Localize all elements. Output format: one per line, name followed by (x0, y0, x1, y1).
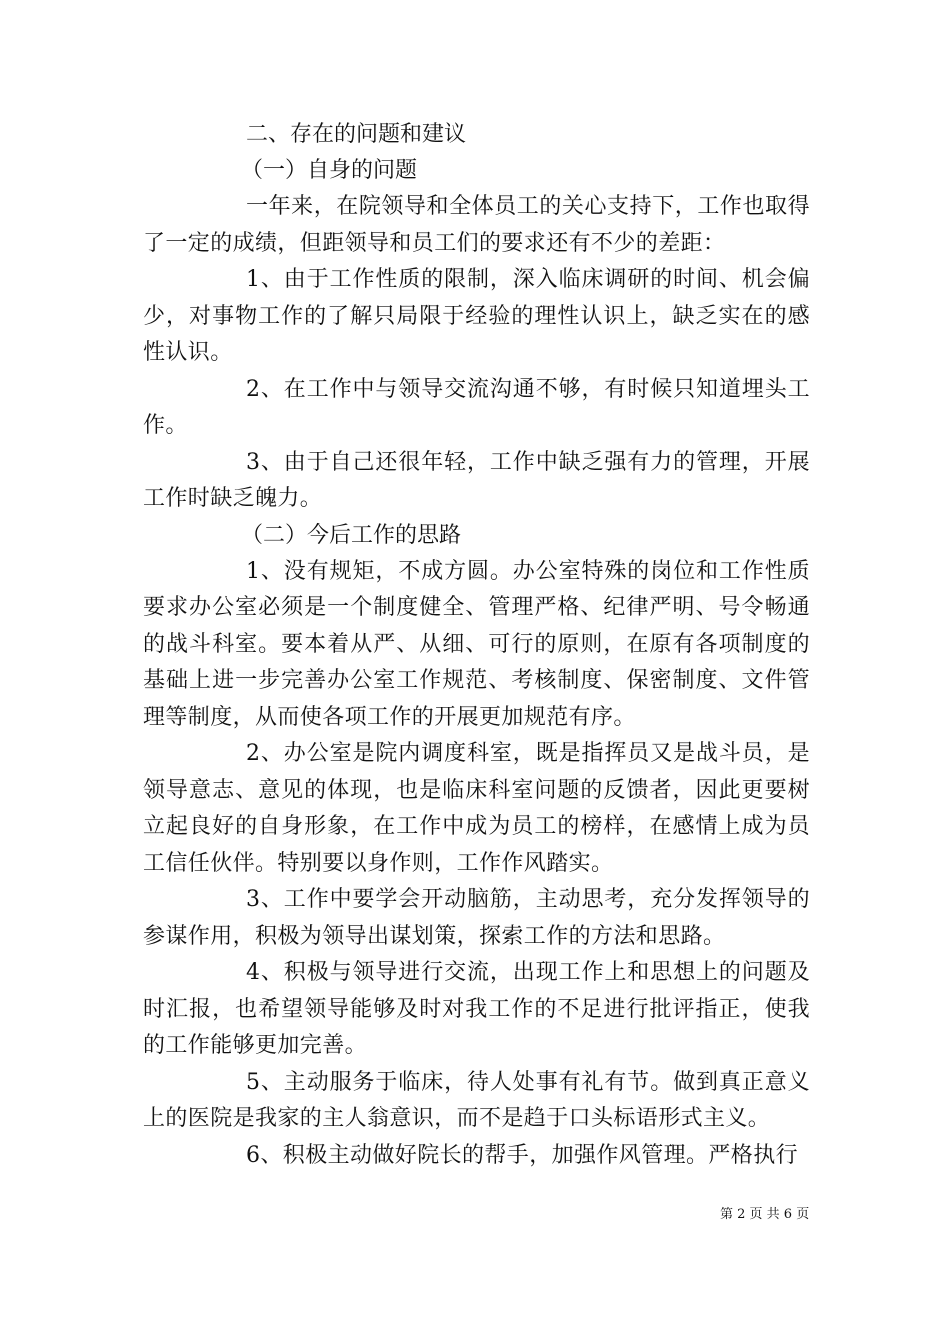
page-number: 第 2 页 共 6 页 (720, 1207, 810, 1222)
paragraph-problem-2: 2、在工作中与领导交流沟通不够，有时候只知道埋头工作。 (143, 376, 810, 438)
paragraph-plan-5: 5、主动服务于临床，待人处事有礼有节。做到真正意义上的医院是我家的主人翁意识，而不是趋于口头标语形式主义。 (143, 1069, 810, 1131)
paragraph-plan-2: 2、办公室是院内调度科室，既是指挥员又是战斗员，是领导意志、意见的体现，也是临床科室问题的反馈者，因此更要树立起良好的自身形象，在工作中成为员工的榜样，在感情上成为员工信任伙伴。特别要以身作则，工作作风踏实。 (143, 741, 810, 876)
paragraph-intro: 一年来，在院领导和全体员工的关心支持下，工作也取得了一定的成绩，但距领导和员工们的要求还有不少的差距： (143, 194, 810, 256)
subsection-heading-problems: （一）自身的问题 (241, 158, 418, 183)
paragraph-plan-1: 1、没有规矩，不成方圆。办公室特殊的岗位和工作性质要求办公室必须是一个制度健全、管理严格、纪律严明、号令畅通的战斗科室。要本着从严、从细、可行的原则，在原有各项制度的基础上进一步完善办公室工作规范、考核制度、保密制度、文件管理等制度，从而使各项工作的开展更加规范有序。 (143, 558, 810, 730)
section-heading: 二、存在的问题和建议 (246, 122, 467, 147)
paragraph-plan-4: 4、积极与领导进行交流，出现工作上和思想上的问题及时汇报，也希望领导能够及时对我工作的不足进行批评指正，使我的工作能够更加完善。 (143, 960, 810, 1058)
paragraph-problem-3: 3、由于自己还很年轻，工作中缺乏强有力的管理，开展工作时缺乏魄力。 (143, 449, 810, 511)
paragraph-plan-6: 6、积极主动做好院长的帮手，加强作风管理。严格执行 (246, 1142, 798, 1168)
paragraph-plan-3: 3、工作中要学会开动脑筋，主动思考，充分发挥领导的参谋作用，积极为领导出谋划策，探索工作的方法和思路。 (143, 887, 810, 949)
subsection-heading-plans: （二）今后工作的思路 (241, 522, 462, 548)
document-body (143, 117, 810, 1174)
paragraph-problem-1: 1、由于工作性质的限制，深入临床调研的时间、机会偏少，对事物工作的了解只局限于经验的理性认识上，缺乏实在的感性认识。 (143, 267, 810, 365)
